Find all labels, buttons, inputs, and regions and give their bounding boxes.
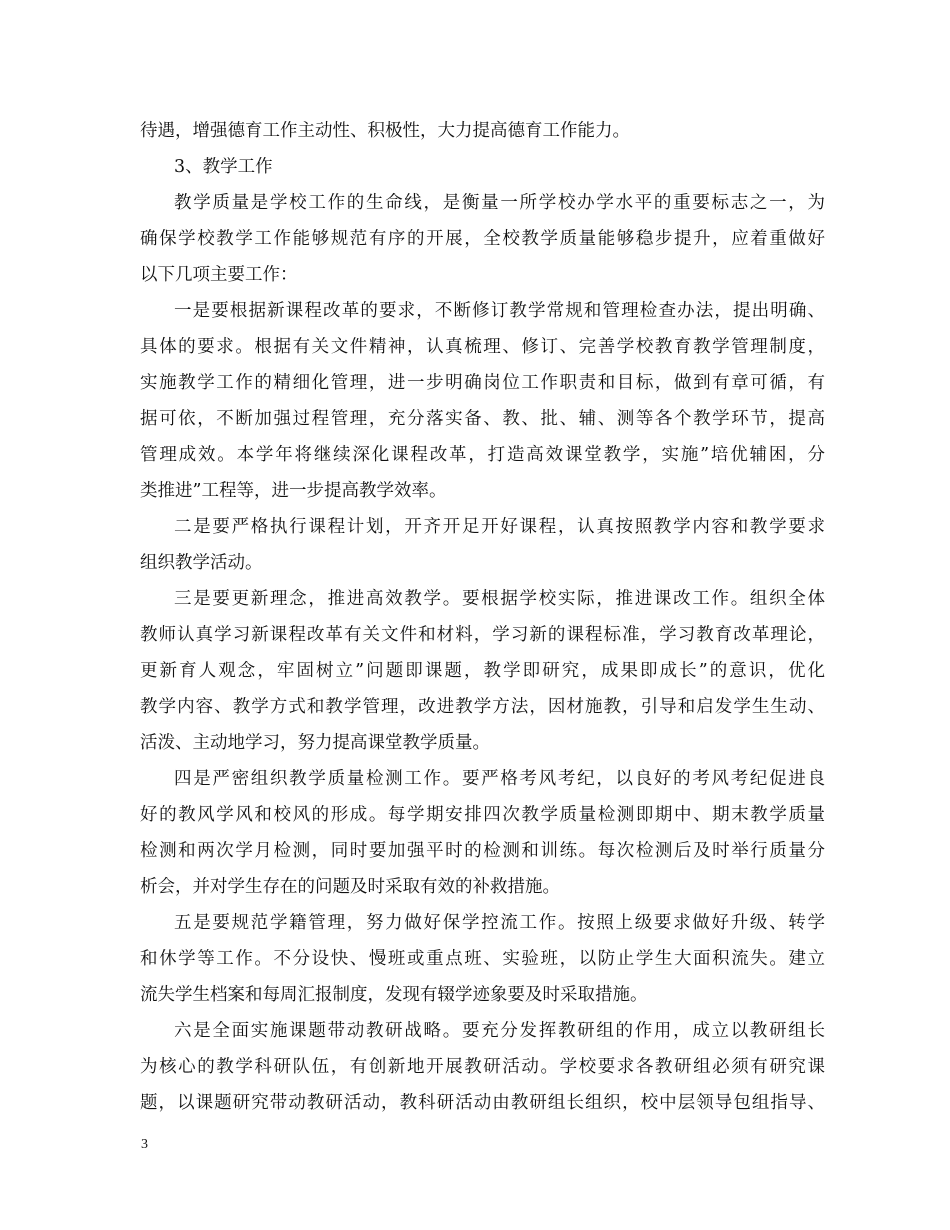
text-line: 五是要规范学籍管理，努力做好保学控流工作。按照上级要求做好升级、转学 — [174, 913, 825, 933]
text-line: 据可依，不断加强过程管理，充分落实备、教、批、辅、测等各个教学环节，提高 — [140, 409, 825, 429]
text-line: 待遇，增强德育工作主动性、积极性，大力提高德育工作能力。 — [140, 121, 630, 141]
text-line: 一是要根据新课程改革的要求，不断修订教学常规和管理检查办法，提出明确、 — [174, 301, 825, 321]
text-line: 检测和两次学月检测，同时要加强平时的检测和训练。每次检测后及时举行质量分 — [140, 841, 825, 861]
text-line: 好的教风学风和校风的形成。每学期安排四次教学质量检测即期中、期末教学质量 — [140, 805, 825, 825]
text-line: 二是要严格执行课程计划，开齐开足开好课程，认真按照教学内容和教学要求 — [174, 517, 825, 537]
text-line: 具体的要求。根据有关文件精神，认真梳理、修订、完善学校教育教学管理制度， — [140, 337, 825, 357]
text-line: 析会，并对学生存在的问题及时采取有效的补救措施。 — [140, 877, 560, 897]
text-line: 类推进”工程等，进一步提高教学效率。 — [140, 481, 447, 501]
text-line: 教学内容、教学方式和教学管理，改进教学方法，因材施教，引导和启发学生生动、 — [140, 697, 825, 717]
text-line: 确保学校教学工作能够规范有序的开展，全校教学质量能够稳步提升，应着重做好 — [140, 229, 825, 249]
text-line: 以下几项主要工作： — [140, 265, 298, 285]
text-line: 活泼、主动地学习，努力提高课堂教学质量。 — [140, 733, 490, 753]
text-line: 和休学等工作。不分设快、慢班或重点班、实验班，以防止学生大面积流失。建立 — [140, 949, 825, 969]
text-line: 更新育人观念，牢固树立”问题即课题，教学即研究，成果即成长”的意识，优化 — [140, 661, 825, 681]
text-line: 四是严密组织教学质量检测工作。要严格考风考纪，以良好的考风考纪促进良 — [174, 769, 825, 789]
text-line: 题，以课题研究带动教研活动，教科研活动由教研组长组织，校中层领导包组指导、 — [140, 1093, 825, 1113]
text-line: 教师认真学习新课程改革有关文件和材料，学习新的课程标准，学习教育改革理论， — [140, 625, 825, 645]
text-line: 3、教学工作 — [174, 157, 273, 177]
text-line: 六是全面实施课题带动教研战略。要充分发挥教研组的作用，成立以教研组长 — [174, 1021, 825, 1041]
text-line: 组织教学活动。 — [140, 553, 263, 573]
text-line: 实施教学工作的精细化管理，进一步明确岗位工作职责和目标，做到有章可循，有 — [140, 373, 825, 393]
text-line: 管理成效。本学年将继续深化课程改革，打造高效课堂教学，实施”培优辅困，分 — [140, 445, 825, 465]
text-line: 为核心的教学科研队伍，有创新地开展教研活动。学校要求各教研组必须有研究课 — [140, 1057, 825, 1077]
page-number: 3 — [141, 1137, 148, 1152]
text-line: 三是要更新理念，推进高效教学。要根据学校实际，推进课改工作。组织全体 — [174, 589, 825, 609]
text-line: 流失学生档案和每周汇报制度，发现有辍学迹象要及时采取措施。 — [140, 985, 648, 1005]
text-line: 教学质量是学校工作的生命线，是衡量一所学校办学水平的重要标志之一，为 — [174, 193, 825, 213]
document-body — [140, 113, 825, 1121]
